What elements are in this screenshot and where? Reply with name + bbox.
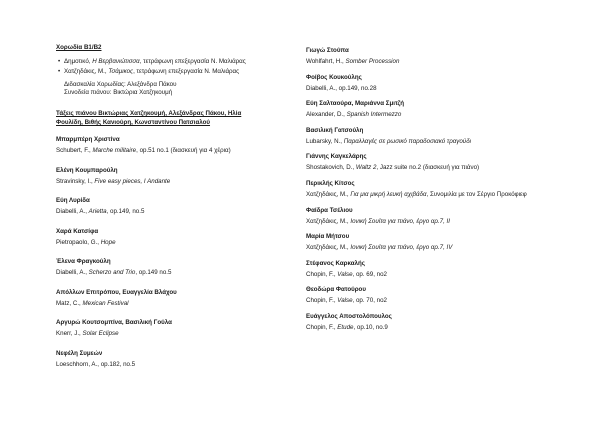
work-line — [306, 164, 479, 171]
work-title: Scherzo and Trio — [88, 269, 136, 276]
bullet-title: Η Βερβανιώτισσα — [92, 58, 140, 65]
bullet-detail: , τετράφωνη επεξεργασία Ν. Μαλιάρας — [139, 58, 246, 65]
performer-name: Αργυρώ Κουτσομπίνα, Βασιλική Γούλα — [56, 319, 172, 326]
teachers-line-2: Φουλίδη, Βιθής Κανιούρη, Κωνσταντίνου Πατσιαλού — [56, 119, 211, 126]
composer-name: Χατζηδάκις, Μ., — [306, 244, 351, 252]
composer-name: Pietropaolo, G., — [56, 238, 101, 246]
work-title: Mexican Festival — [82, 299, 129, 307]
performer-name: Μαρία Μήτσου — [306, 233, 350, 241]
work-line — [306, 138, 471, 145]
work-title: Ιονική Σουίτα για πιάνο, έργο αρ.7, II — [350, 217, 450, 225]
work-title: Spanish Intermezzo — [346, 111, 402, 119]
work-title: Ιονική Σουίτα για πιάνο, έργο αρ.7, IV — [350, 244, 453, 252]
work-detail: op.149, no.28 — [338, 84, 377, 92]
composer-name: Alexander, D., — [306, 111, 347, 119]
work-line — [56, 330, 119, 337]
work-title: Etude — [337, 324, 354, 331]
composer-name: Chopin, F., — [306, 324, 338, 331]
composer-name: Knerr, J., — [56, 330, 83, 337]
bullet-item-1 — [58, 58, 246, 65]
performer-name: Νεφέλη Συμεών — [56, 349, 103, 357]
composer-name: Diabelli, A., — [306, 84, 339, 92]
composer-name: Chopin, F., — [306, 297, 338, 305]
credit-line-2: Συνοδεία πιάνου: Βικτώρια Χατζηκουμή — [64, 89, 173, 96]
work-line — [306, 297, 387, 304]
section-title: Χορωδία Β1/Β2 — [56, 44, 102, 51]
work-title: Marche militaire — [92, 147, 137, 154]
performer-name: Φοίβος Κουκούλης — [306, 73, 362, 81]
composer-name: Shostakovich, D., — [306, 164, 356, 172]
work-line — [56, 147, 231, 154]
work-title: Waltz 2 — [355, 164, 377, 172]
work-detail: , op. 69, no2 — [352, 270, 387, 278]
performer-name: Φαίδρα Τσέλιου — [306, 206, 353, 214]
work-detail: , op.149 no.5 — [135, 269, 172, 276]
performer-name: Μπαρμπέρη Χριστίνα — [56, 136, 120, 143]
work-line — [56, 269, 171, 276]
composer-name: Lubarsky, N., — [306, 137, 344, 145]
work-detail: , Jazz suite no.2 (διασκευή για πιάνο) — [376, 164, 480, 172]
work-line — [56, 300, 129, 307]
work-line — [306, 58, 399, 65]
work-line — [56, 239, 116, 246]
performer-name: Έλενα Φραγκούλη — [56, 258, 111, 265]
work-title: Solar Eclipse — [82, 330, 119, 337]
work-line — [306, 191, 527, 198]
composer-name: Schubert, F., — [56, 147, 93, 154]
work-title: Somber Procession — [345, 58, 400, 65]
performer-name: Θεοδώρα Φατούρου — [306, 286, 366, 294]
work-line — [56, 178, 170, 185]
bullet-item-2 — [58, 68, 240, 75]
teachers-line-1: Τάξεις πιάνου Βικτώριας Χατζηκουμή, Αλεξάνδρας Πάκου, Ηλία — [56, 110, 242, 117]
composer-name: Wohlfahrt, H., — [306, 58, 346, 65]
composer-name: Matz, C., — [56, 299, 83, 307]
performer-name: Γιάννης Καγκελάρης — [306, 153, 367, 161]
bullet-composer: Δημοτικό, — [64, 58, 93, 65]
performer-name: Γιωγώ Στούπα — [306, 47, 349, 54]
work-detail: , Συνομιλία με τον Σέργιο Προκόφιεφ — [426, 191, 527, 198]
performer-name: Ευάγγελος Αποστολόπουλος — [306, 313, 392, 320]
composer-name: Diabelli, A., — [56, 269, 89, 276]
composer-name: Chopin, F., — [306, 270, 338, 278]
performer-name: Περικλής Κίτσος — [306, 180, 355, 187]
performer-name: Εύη Λυρίδα — [56, 197, 90, 204]
work-line — [56, 208, 144, 215]
work-title: Valse — [337, 270, 353, 278]
work-line — [306, 244, 452, 251]
performer-name: Χαρά Κατσίφα — [56, 227, 99, 235]
work-detail: op.182, no.5 — [100, 360, 136, 368]
work-detail: , op. 70, no2 — [352, 297, 387, 305]
work-title: Παραλλαγές σε ρωσικό παραδοσιακό τραγούδι — [343, 137, 472, 145]
work-detail: , op.10, no.9 — [353, 324, 388, 331]
work-title: Five easy pieces, I Andante — [94, 177, 171, 185]
composer-name: Diabelli, A., — [56, 208, 89, 215]
work-line — [306, 85, 377, 92]
performer-name: Απόλλων Επιτρόπου, Ευαγγελία Βλάχου — [56, 288, 177, 296]
bullet-title: Τσάμικος — [108, 68, 134, 75]
work-title: Arietta — [88, 208, 107, 215]
work-line — [56, 361, 135, 368]
work-detail: , op.149, no.5 — [106, 208, 145, 215]
work-line — [306, 111, 401, 118]
composer-name: Loeschhorn, A., — [56, 360, 101, 368]
credit-line-1: Διδασκαλία Χορωδίας: Αλεξάνδρα Πάκου — [64, 81, 177, 88]
composer-name: Χατζηδάκις, Μ., — [306, 217, 351, 225]
work-title: Valse — [337, 297, 353, 305]
performer-name: Εύη Σαλταούρα, Μαριάννα Σμιτζή — [306, 100, 405, 108]
bullet-dot-icon: • — [58, 68, 61, 75]
performer-name: Βασιλική Γατσούλη — [306, 126, 364, 134]
bullet-detail: , τετράφωνη επεξεργασία Ν. Μαλιάρας — [133, 68, 240, 75]
performer-name: Ελένη Κουμπαρούλη — [56, 166, 118, 174]
work-detail: , op.51 no.1 (διασκευή για 4 χέρια) — [136, 147, 231, 154]
work-line — [306, 271, 387, 278]
performer-name: Στέφανος Καρκαλής — [306, 259, 365, 267]
bullet-dot-icon: • — [58, 58, 61, 65]
composer-name: Χατζηδάκις, Μ., — [306, 191, 351, 198]
work-line — [306, 218, 450, 225]
work-title: Hope — [100, 238, 116, 246]
bullet-composer: Χατζηδάκις, Μ., — [64, 68, 109, 75]
work-title: Για μια μικρή λευκή αχιβάδα — [350, 191, 427, 198]
composer-name: Stravinsky, I., — [56, 177, 95, 185]
work-line — [306, 324, 388, 331]
